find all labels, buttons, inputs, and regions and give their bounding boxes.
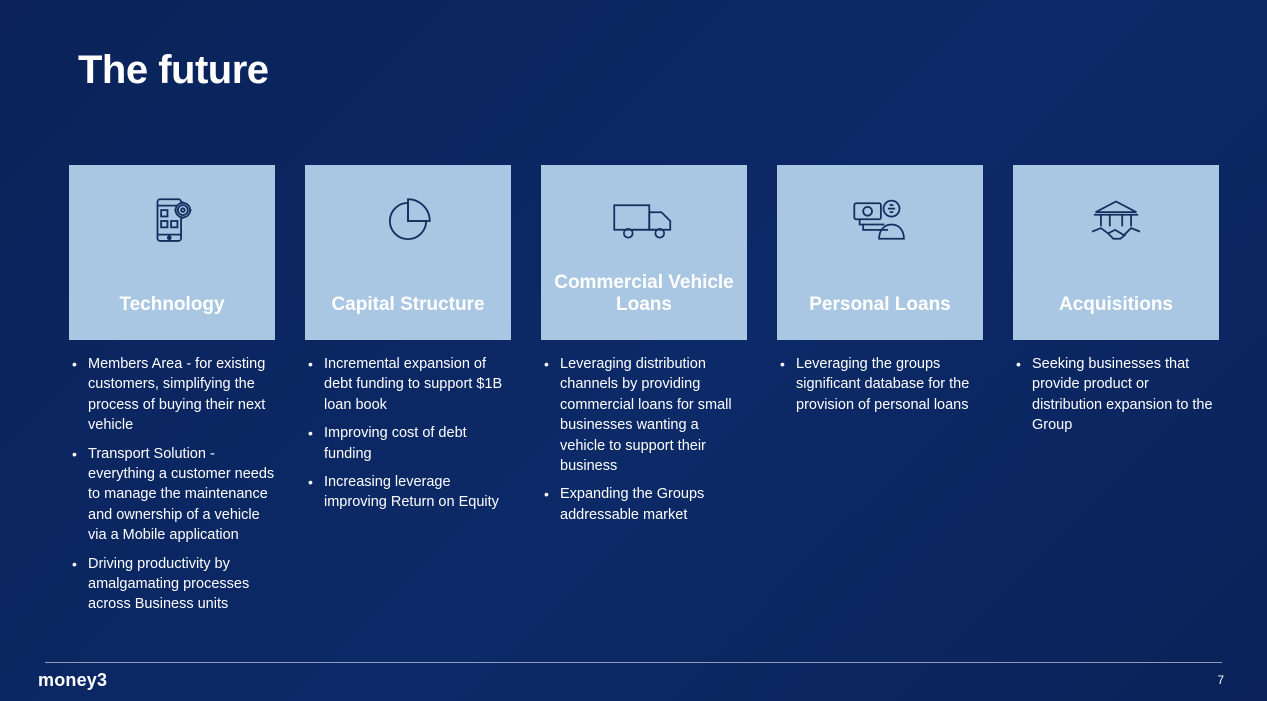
card-acquisitions[interactable]: [1013, 165, 1219, 340]
column-technology: [69, 165, 275, 623]
pie-chart-icon: [379, 191, 437, 251]
list-item: • Improving cost of debt funding: [305, 423, 511, 464]
bank-handshake-icon: [1085, 191, 1147, 251]
list-item: • Leveraging distribution channels by providing commercial loans for small businesses wanting a vehicle to support their business: [541, 354, 747, 476]
list-item: • Increasing leverage improving Return on Equity: [305, 472, 511, 513]
list-item: • Seeking businesses that provide product or distribution expansion to the Group: [1013, 354, 1219, 436]
page-title: The future: [78, 48, 269, 92]
column-commercial-vehicle-loans: [541, 165, 747, 623]
card-commercial-vehicle-loans[interactable]: [541, 165, 747, 340]
list-item: • Members Area - for existing customers, simplifying the process of buying their next vehicle: [69, 354, 275, 436]
money-person-icon: [849, 191, 911, 251]
page-number: 7: [1217, 673, 1224, 687]
company-logo: [38, 670, 107, 691]
list-item: • Incremental expansion of debt funding to support $1B loan book: [305, 354, 511, 415]
list-item: • Leveraging the groups significant database for the provision of personal loans: [777, 354, 983, 415]
column-capital-structure: [305, 165, 511, 623]
card-title-personal-loans: Personal Loans: [809, 294, 951, 316]
logo-text: money3: [38, 670, 108, 690]
bullet-list-commercial-vehicle-loans: [541, 354, 747, 525]
bullet-list-acquisitions: [1013, 354, 1219, 436]
card-title-capital-structure: Capital Structure: [331, 294, 485, 316]
delivery-truck-icon: [609, 191, 679, 251]
bullet-list-technology: [69, 354, 275, 615]
card-capital-structure[interactable]: [305, 165, 511, 340]
list-item: • Expanding the Groups addressable market: [541, 484, 747, 525]
columns-container: [69, 165, 1213, 623]
card-title-technology: Technology: [119, 294, 225, 316]
bullet-list-personal-loans: [777, 354, 983, 415]
card-technology[interactable]: [69, 165, 275, 340]
list-item: • Transport Solution - everything a customer needs to manage the maintenance and ownership of a vehicle via a Mobile application: [69, 444, 275, 546]
bullet-list-capital-structure: [305, 354, 511, 513]
mobile-phone-gear-icon: [143, 191, 201, 251]
footer-divider: [45, 662, 1222, 663]
column-acquisitions: [1013, 165, 1219, 623]
list-item: • Driving productivity by amalgamating processes across Business units: [69, 554, 275, 615]
card-title-acquisitions: Acquisitions: [1058, 294, 1173, 316]
card-personal-loans[interactable]: [777, 165, 983, 340]
column-personal-loans: [777, 165, 983, 623]
card-title-commercial-vehicle-loans: Commercial Vehicle Loans: [554, 272, 734, 316]
